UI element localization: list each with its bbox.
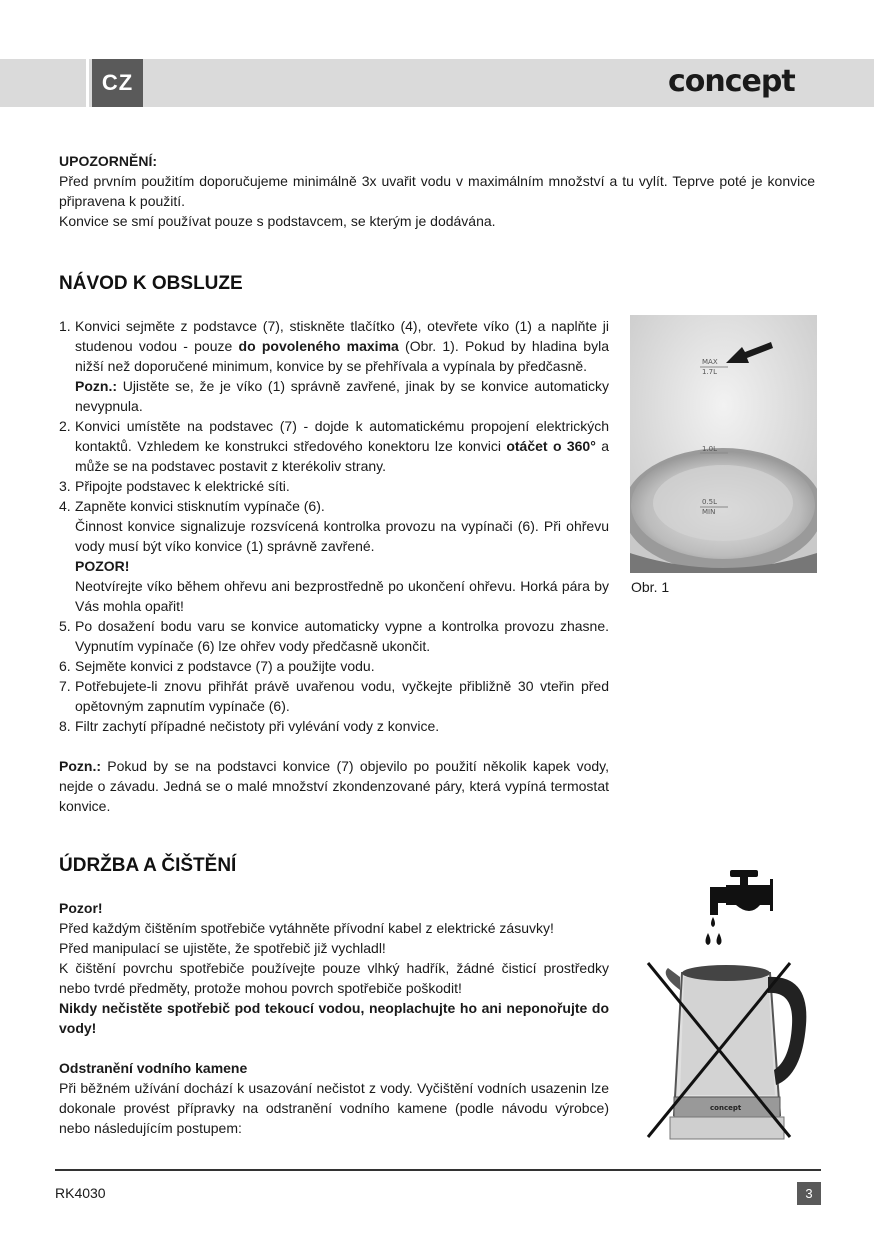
step-4-caution-label: POZOR!	[75, 558, 130, 574]
step-5-text: Po dosažení bodu varu se konvice automaticky vypne a kontrolka provozu zhasne. Vypnutím vypínače (6) lze ohřev vody předčasně ukončit.	[75, 618, 609, 654]
step-1-text-a: Konvici sejměte z podstavce (7), stiskněte tlačítko (4), otevřete víko (1) a naplňte ji studenou vodou - pouze	[75, 318, 609, 354]
step-number: 2.	[59, 418, 71, 434]
step-number: 1.	[59, 318, 71, 334]
step-1-note-label: Pozn.:	[75, 378, 117, 394]
warning-title: UPOZORNĚNÍ:	[59, 153, 157, 169]
kettle-icon	[666, 965, 807, 1139]
list-item	[59, 616, 609, 656]
step-8-text: Filtr zachytí případné nečistoty při vylévání vody z konvice.	[75, 718, 440, 734]
language-label: CZ	[101, 70, 134, 95]
step-2-text-a: Konvici umístěte na podstavec (7) - dojde k automatickému propojení elektrických kontaktů. Vzhledem ke konstrukci středového konektoru lze konvici	[75, 418, 609, 454]
warning-line-1: Před prvním použitím doporučujeme minimálně 3x uvařit vodu v maximálním množství a tu vylít. Teprve poté je konvice připravena k použití.	[59, 173, 815, 209]
operation-steps	[59, 316, 609, 736]
step-number: 8.	[59, 718, 71, 734]
kettle-brand: concept	[710, 1104, 742, 1112]
maintenance-section	[59, 898, 609, 1138]
note-text: Pokud by se na podstavci konvice (7) objevilo po použití několik kapek vody, nejde o závadu. Jedná se o malé množství zkondenzované páry, která vypíná termostat konvice.	[59, 758, 609, 814]
model-number: RK4030	[55, 1185, 106, 1201]
step-6-text: Sejměte konvici z podstavce (7) a použijte vodu.	[75, 658, 375, 674]
page-number: 3	[797, 1182, 821, 1205]
step-7-text: Potřebujete-li znovu přihřát právě uvařenou vodu, vyčkejte přibližně 30 vteřin před opětovným zapnutím vypínače (6).	[75, 678, 609, 714]
step-number: 4.	[59, 498, 71, 514]
maintenance-caution-label: Pozor!	[59, 900, 103, 916]
mid-value: 1.0L	[702, 445, 718, 453]
min-value: 0.5L	[702, 498, 718, 506]
maintenance-line-4: Nikdy nečistěte spotřebič pod tekoucí vodou, neoplachujte ho ani neponořujte do vody!	[59, 1000, 609, 1036]
figure-1-caption: Obr. 1	[631, 579, 670, 595]
step-2-bold: otáčet o 360°	[506, 438, 596, 454]
step-number: 5.	[59, 618, 71, 634]
step-4-caution: Neotvírejte víko během ohřevu ani bezprostředně po ukončení ohřevu. Horká pára by Vás mohla opařit!	[75, 578, 609, 614]
condensation-note	[59, 756, 609, 816]
maintenance-line-2: Před manipulací se ujistěte, že spotřebič již vychladl!	[59, 940, 386, 956]
kettle-interior-illustration	[630, 315, 817, 573]
water-drops-icon	[706, 917, 722, 945]
warning-section	[59, 151, 815, 231]
maintenance-line-1: Před každým čištěním spotřebiče vytáhněte přívodní kabel z elektrické zásuvky!	[59, 920, 554, 936]
faucet-icon	[710, 870, 773, 915]
maintenance-line-3: K čištění povrchu spotřebiče používejte pouze vlhký hadřík, žádné čisticí prostředky nebo tvrdé předměty, protože mohou povrch spotřebiče poškodit!	[59, 960, 609, 996]
step-3-text: Připojte podstavec k elektrické síti.	[75, 478, 290, 494]
list-item	[59, 316, 609, 416]
brand-logo: concept	[668, 64, 795, 99]
language-badge	[92, 59, 143, 107]
warning-line-2: Konvice se smí používat pouze s podstavcem, se kterým je dodávána.	[59, 213, 496, 229]
list-item	[59, 656, 609, 676]
min-label: MIN	[702, 508, 716, 516]
figure-1-photo	[630, 315, 817, 573]
step-4-detail: Činnost konvice signalizuje rozsvícená kontrolka provozu na vypínači (6). Při ohřevu vody musí být víko konvice (1) správně zavřené.	[75, 518, 609, 554]
header-separator	[86, 59, 89, 107]
descaling-title: Odstranění vodního kamene	[59, 1060, 248, 1076]
list-item	[59, 476, 609, 496]
list-item	[59, 496, 609, 616]
list-item	[59, 716, 609, 736]
step-number: 7.	[59, 678, 71, 694]
step-1-note: Ujistěte se, že je víko (1) správně zavřené, jinak by se konvice automaticky nevypnula.	[75, 378, 609, 414]
no-rinse-icon	[640, 865, 820, 1145]
max-label: MAX	[702, 358, 718, 366]
max-value: 1.7L	[702, 368, 718, 376]
no-water-illustration	[640, 865, 820, 1145]
operation-heading: NÁVOD K OBSLUZE	[59, 273, 243, 294]
step-number: 3.	[59, 478, 71, 494]
list-item	[59, 416, 609, 476]
descaling-text: Při běžném užívání dochází k usazování nečistot z vody. Vyčištění vodních usazenin lze dokonale provést přípravky na odstranění vodního kamene (podle návodu výrobce) nebo následujícím postupem:	[59, 1080, 609, 1136]
maintenance-heading: ÚDRŽBA A ČIŠTĚNÍ	[59, 855, 237, 876]
note-label: Pozn.:	[59, 758, 101, 774]
step-1-text-b: (Obr. 1). Pokud by hladina byla nižší než doporučené minimum, konvice by se přehřívala a vypínala by předčasně.	[75, 338, 609, 374]
step-number: 6.	[59, 658, 71, 674]
step-4-text: Zapněte konvici stisknutím vypínače (6).	[75, 498, 325, 514]
step-1-bold: do povoleného maxima	[238, 338, 399, 354]
list-item	[59, 676, 609, 716]
footer-divider	[55, 1169, 821, 1171]
step-2-text-b: a může se na podstavec postavit z kterékoliv strany.	[75, 438, 609, 474]
